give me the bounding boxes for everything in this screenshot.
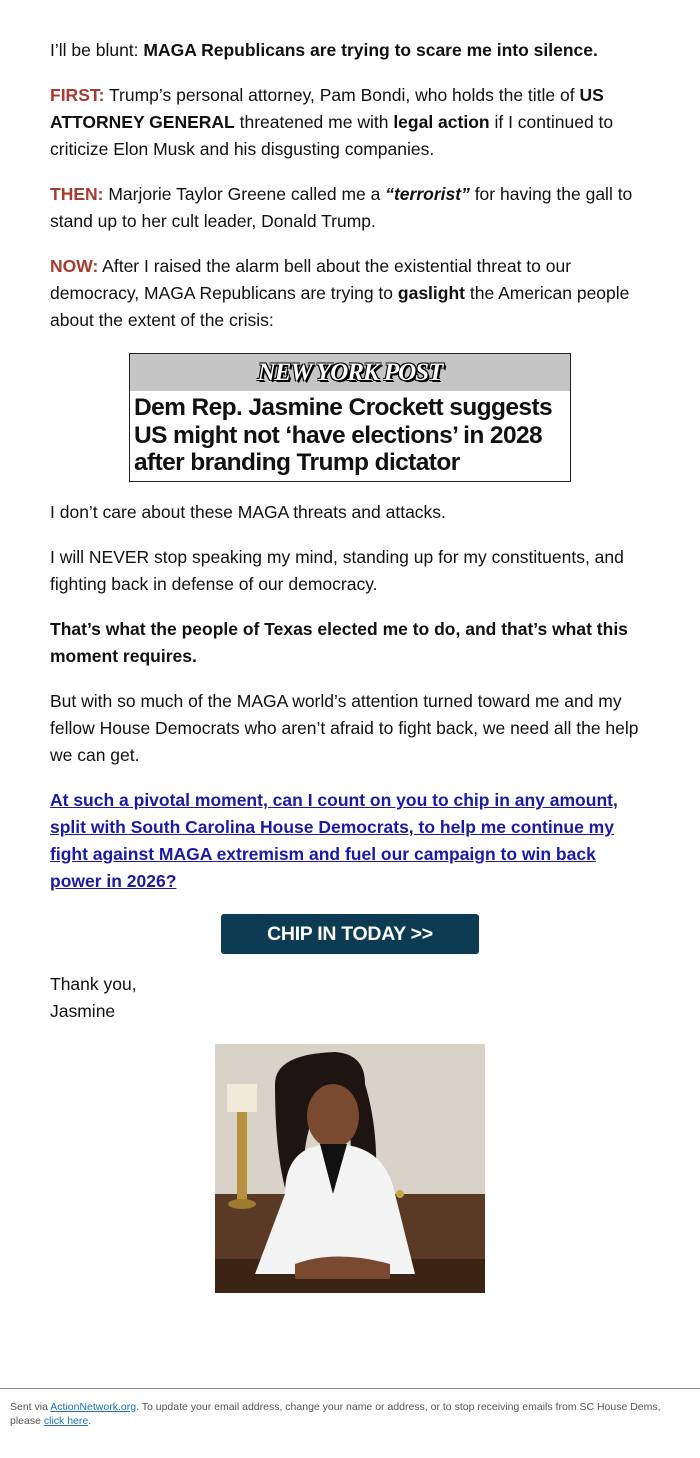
then-paragraph <box>50 181 650 235</box>
signature: Jasmine <box>50 1001 116 1021</box>
news-logo: NEW YORK POST <box>257 358 443 386</box>
paragraph: I will NEVER stop speaking my mind, standing up for my constituents, and fighting back in defense of our democracy. <box>50 547 624 594</box>
signoff: Thank you, <box>50 974 137 994</box>
chip-in-button[interactable]: CHIP IN TODAY >> <box>221 914 479 954</box>
news-headline-image <box>129 353 571 482</box>
text: Sent via <box>10 1401 51 1413</box>
news-headline: Dem Rep. Jasmine Crockett suggests US might not ‘have elections’ in 2028 after branding Trump dictator <box>134 394 553 476</box>
paragraph: But with so much of the MAGA world’s attention turned toward me and my fellow House Democrats who aren’t afraid to fight back, we need all the help we can get. <box>50 691 639 765</box>
then-label: THEN: <box>50 184 104 204</box>
portrait-illustration <box>215 1044 485 1293</box>
bold-italic-text: “terrorist” <box>385 184 470 204</box>
bold-paragraph: That’s what the people of Texas elected me to do, and that’s what this moment requires. <box>50 619 628 666</box>
now-paragraph <box>50 253 650 334</box>
intro-paragraph <box>50 37 650 64</box>
text: After I raised the alarm bell about the existential threat to our democracy, MAGA Republicans are trying to <box>50 256 572 303</box>
bold-text: US ATTORNEY GENERAL <box>50 85 604 132</box>
signoff-block <box>50 971 650 1025</box>
text: Marjorie Taylor Greene called me a <box>103 184 386 204</box>
paragraph: I don’t care about these MAGA threats and attacks. <box>50 502 446 522</box>
email-footer <box>0 1388 700 1458</box>
news-logo-bar <box>130 354 570 391</box>
actionnetwork-link[interactable]: ActionNetwork.org <box>50 1401 137 1413</box>
bold-text: legal action <box>393 112 490 132</box>
text: the American people about the extent of the crisis: <box>50 283 630 330</box>
text: . <box>88 1415 92 1427</box>
donate-link[interactable]: At such a pivotal moment, can I count on you to chip in any amount, split with South Carolina House Democrats, to help me continue my fight against MAGA extremism and fuel our campaign to win back power in 2026? <box>50 790 618 891</box>
first-paragraph <box>50 82 650 163</box>
donate-link-paragraph <box>50 787 650 895</box>
intro-text: I’ll be blunt: <box>50 40 144 60</box>
now-label: NOW: <box>50 256 99 276</box>
first-label: FIRST: <box>50 85 105 105</box>
text: threatened me with <box>234 112 394 132</box>
text: for having the gall to stand up to her cult leader, Donald Trump. <box>50 184 633 231</box>
text: if I continued to criticize Elon Musk and his disgusting companies. <box>50 112 614 159</box>
intro-bold: MAGA Republicans are trying to scare me into silence. <box>143 40 598 60</box>
unsubscribe-link[interactable]: click here <box>43 1415 89 1427</box>
text: Trump’s personal attorney, Pam Bondi, who holds the title of <box>104 85 580 105</box>
footer-text <box>10 1400 670 1428</box>
portrait-photo <box>215 1044 485 1293</box>
text: . To update your email address, change your name or address, or to stop receiving emails from SC House Dems, please <box>10 1401 661 1427</box>
bold-text: gaslight <box>397 283 465 303</box>
